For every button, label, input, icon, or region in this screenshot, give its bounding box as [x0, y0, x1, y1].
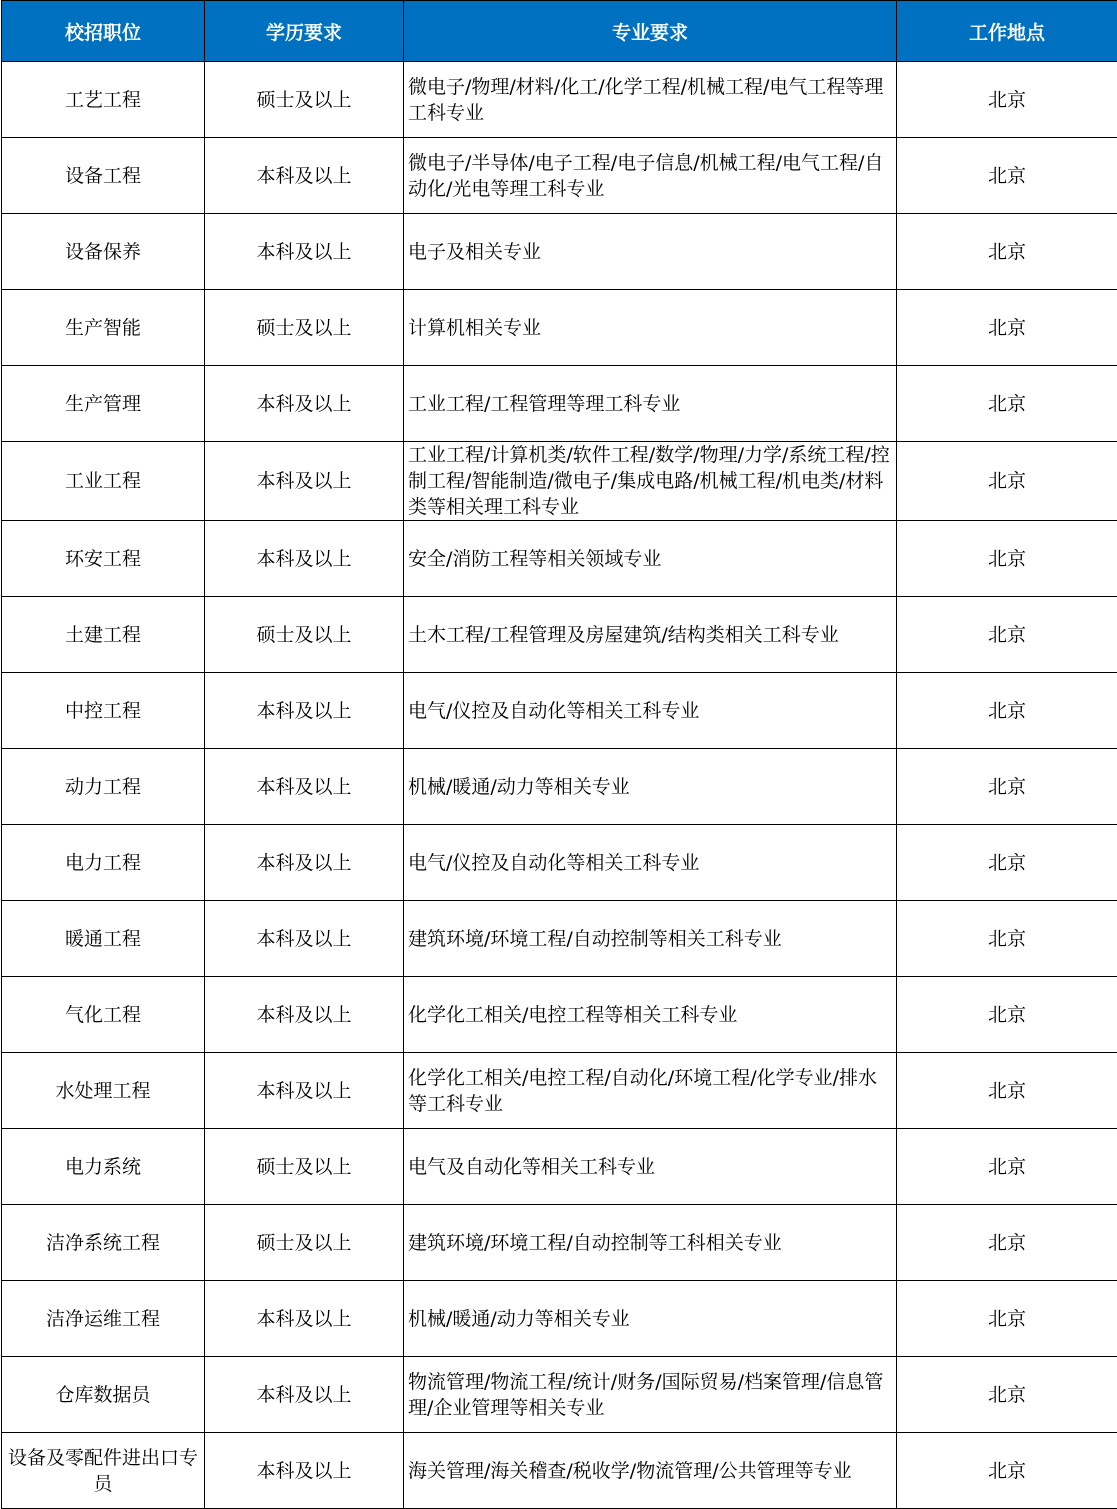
table-row	[2, 597, 1117, 673]
cell-location: 北京	[897, 442, 1117, 521]
cell-location: 北京	[897, 1205, 1117, 1281]
cell-education: 硕士及以上	[205, 62, 404, 138]
cell-major: 海关管理/海关稽查/税收学/物流管理/公共管理等专业	[404, 1433, 897, 1509]
recruitment-table	[1, 0, 1117, 1509]
cell-major: 建筑环境/环境工程/自动控制等工科相关专业	[404, 1205, 897, 1281]
cell-location: 北京	[897, 366, 1117, 442]
table-row	[2, 1433, 1117, 1509]
cell-location: 北京	[897, 1433, 1117, 1509]
cell-position: 水处理工程	[2, 1053, 205, 1129]
table-row	[2, 1129, 1117, 1205]
cell-major: 电气/仪控及自动化等相关工科专业	[404, 673, 897, 749]
cell-major: 微电子/半导体/电子工程/电子信息/机械工程/电气工程/自动化/光电等理工科专业	[404, 138, 897, 214]
header-location: 工作地点	[897, 1, 1117, 62]
cell-major: 工业工程/工程管理等理工科专业	[404, 366, 897, 442]
table-row	[2, 214, 1117, 290]
cell-position: 动力工程	[2, 749, 205, 825]
cell-education: 本科及以上	[205, 214, 404, 290]
cell-position: 仓库数据员	[2, 1357, 205, 1433]
cell-position: 土建工程	[2, 597, 205, 673]
cell-location: 北京	[897, 62, 1117, 138]
cell-major: 电气/仪控及自动化等相关工科专业	[404, 825, 897, 901]
table-row	[2, 62, 1117, 138]
cell-position: 电力系统	[2, 1129, 205, 1205]
header-major: 专业要求	[404, 1, 897, 62]
cell-location: 北京	[897, 597, 1117, 673]
cell-position: 电力工程	[2, 825, 205, 901]
cell-major: 物流管理/物流工程/统计/财务/国际贸易/档案管理/信息管理/企业管理等相关专业	[404, 1357, 897, 1433]
cell-education: 本科及以上	[205, 366, 404, 442]
table-row	[2, 977, 1117, 1053]
cell-major: 安全/消防工程等相关领域专业	[404, 521, 897, 597]
cell-position: 生产智能	[2, 290, 205, 366]
cell-location: 北京	[897, 290, 1117, 366]
cell-education: 硕士及以上	[205, 597, 404, 673]
cell-location: 北京	[897, 1281, 1117, 1357]
cell-position: 环安工程	[2, 521, 205, 597]
table-row	[2, 442, 1117, 521]
cell-location: 北京	[897, 1129, 1117, 1205]
cell-education: 本科及以上	[205, 138, 404, 214]
cell-position: 暖通工程	[2, 901, 205, 977]
cell-education: 本科及以上	[205, 521, 404, 597]
cell-education: 本科及以上	[205, 1357, 404, 1433]
cell-major: 工业工程/计算机类/软件工程/数学/物理/力学/系统工程/控制工程/智能制造/微电子/集成电路/机械工程/机电类/材料类等相关理工科专业	[404, 442, 897, 521]
header-education: 学历要求	[205, 1, 404, 62]
cell-education: 本科及以上	[205, 901, 404, 977]
table-row	[2, 825, 1117, 901]
header-position: 校招职位	[2, 1, 205, 62]
cell-major: 机械/暖通/动力等相关专业	[404, 1281, 897, 1357]
cell-position: 设备及零配件进出口专员	[2, 1433, 205, 1509]
cell-position: 生产管理	[2, 366, 205, 442]
cell-major: 土木工程/工程管理及房屋建筑/结构类相关工科专业	[404, 597, 897, 673]
cell-location: 北京	[897, 521, 1117, 597]
cell-education: 本科及以上	[205, 442, 404, 521]
cell-major: 化学化工相关/电控工程/自动化/环境工程/化学专业/排水等工科专业	[404, 1053, 897, 1129]
cell-location: 北京	[897, 1053, 1117, 1129]
cell-major: 电子及相关专业	[404, 214, 897, 290]
cell-location: 北京	[897, 825, 1117, 901]
cell-education: 本科及以上	[205, 673, 404, 749]
cell-position: 设备保养	[2, 214, 205, 290]
cell-education: 硕士及以上	[205, 1205, 404, 1281]
cell-education: 本科及以上	[205, 1281, 404, 1357]
table-row	[2, 1281, 1117, 1357]
cell-location: 北京	[897, 977, 1117, 1053]
cell-location: 北京	[897, 901, 1117, 977]
cell-position: 气化工程	[2, 977, 205, 1053]
table-row	[2, 901, 1117, 977]
cell-education: 本科及以上	[205, 1053, 404, 1129]
cell-position: 洁净运维工程	[2, 1281, 205, 1357]
cell-major: 建筑环境/环境工程/自动控制等相关工科专业	[404, 901, 897, 977]
cell-major: 化学化工相关/电控工程等相关工科专业	[404, 977, 897, 1053]
table-row	[2, 366, 1117, 442]
cell-education: 本科及以上	[205, 749, 404, 825]
cell-position: 工业工程	[2, 442, 205, 521]
cell-major: 计算机相关专业	[404, 290, 897, 366]
cell-location: 北京	[897, 1357, 1117, 1433]
cell-education: 硕士及以上	[205, 1129, 404, 1205]
table-row	[2, 1357, 1117, 1433]
cell-education: 本科及以上	[205, 977, 404, 1053]
cell-location: 北京	[897, 673, 1117, 749]
cell-location: 北京	[897, 749, 1117, 825]
cell-major: 机械/暖通/动力等相关专业	[404, 749, 897, 825]
cell-education: 硕士及以上	[205, 290, 404, 366]
cell-major: 微电子/物理/材料/化工/化学工程/机械工程/电气工程等理工科专业	[404, 62, 897, 138]
table-row	[2, 1205, 1117, 1281]
table-row	[2, 521, 1117, 597]
table-body	[2, 62, 1117, 1509]
table-row	[2, 673, 1117, 749]
header-row	[2, 1, 1117, 62]
table-row	[2, 749, 1117, 825]
cell-major: 电气及自动化等相关工科专业	[404, 1129, 897, 1205]
cell-position: 设备工程	[2, 138, 205, 214]
cell-education: 本科及以上	[205, 1433, 404, 1509]
cell-position: 工艺工程	[2, 62, 205, 138]
cell-position: 洁净系统工程	[2, 1205, 205, 1281]
cell-education: 本科及以上	[205, 825, 404, 901]
cell-location: 北京	[897, 138, 1117, 214]
table-row	[2, 290, 1117, 366]
cell-position: 中控工程	[2, 673, 205, 749]
table-row	[2, 1053, 1117, 1129]
table-row	[2, 138, 1117, 214]
cell-location: 北京	[897, 214, 1117, 290]
